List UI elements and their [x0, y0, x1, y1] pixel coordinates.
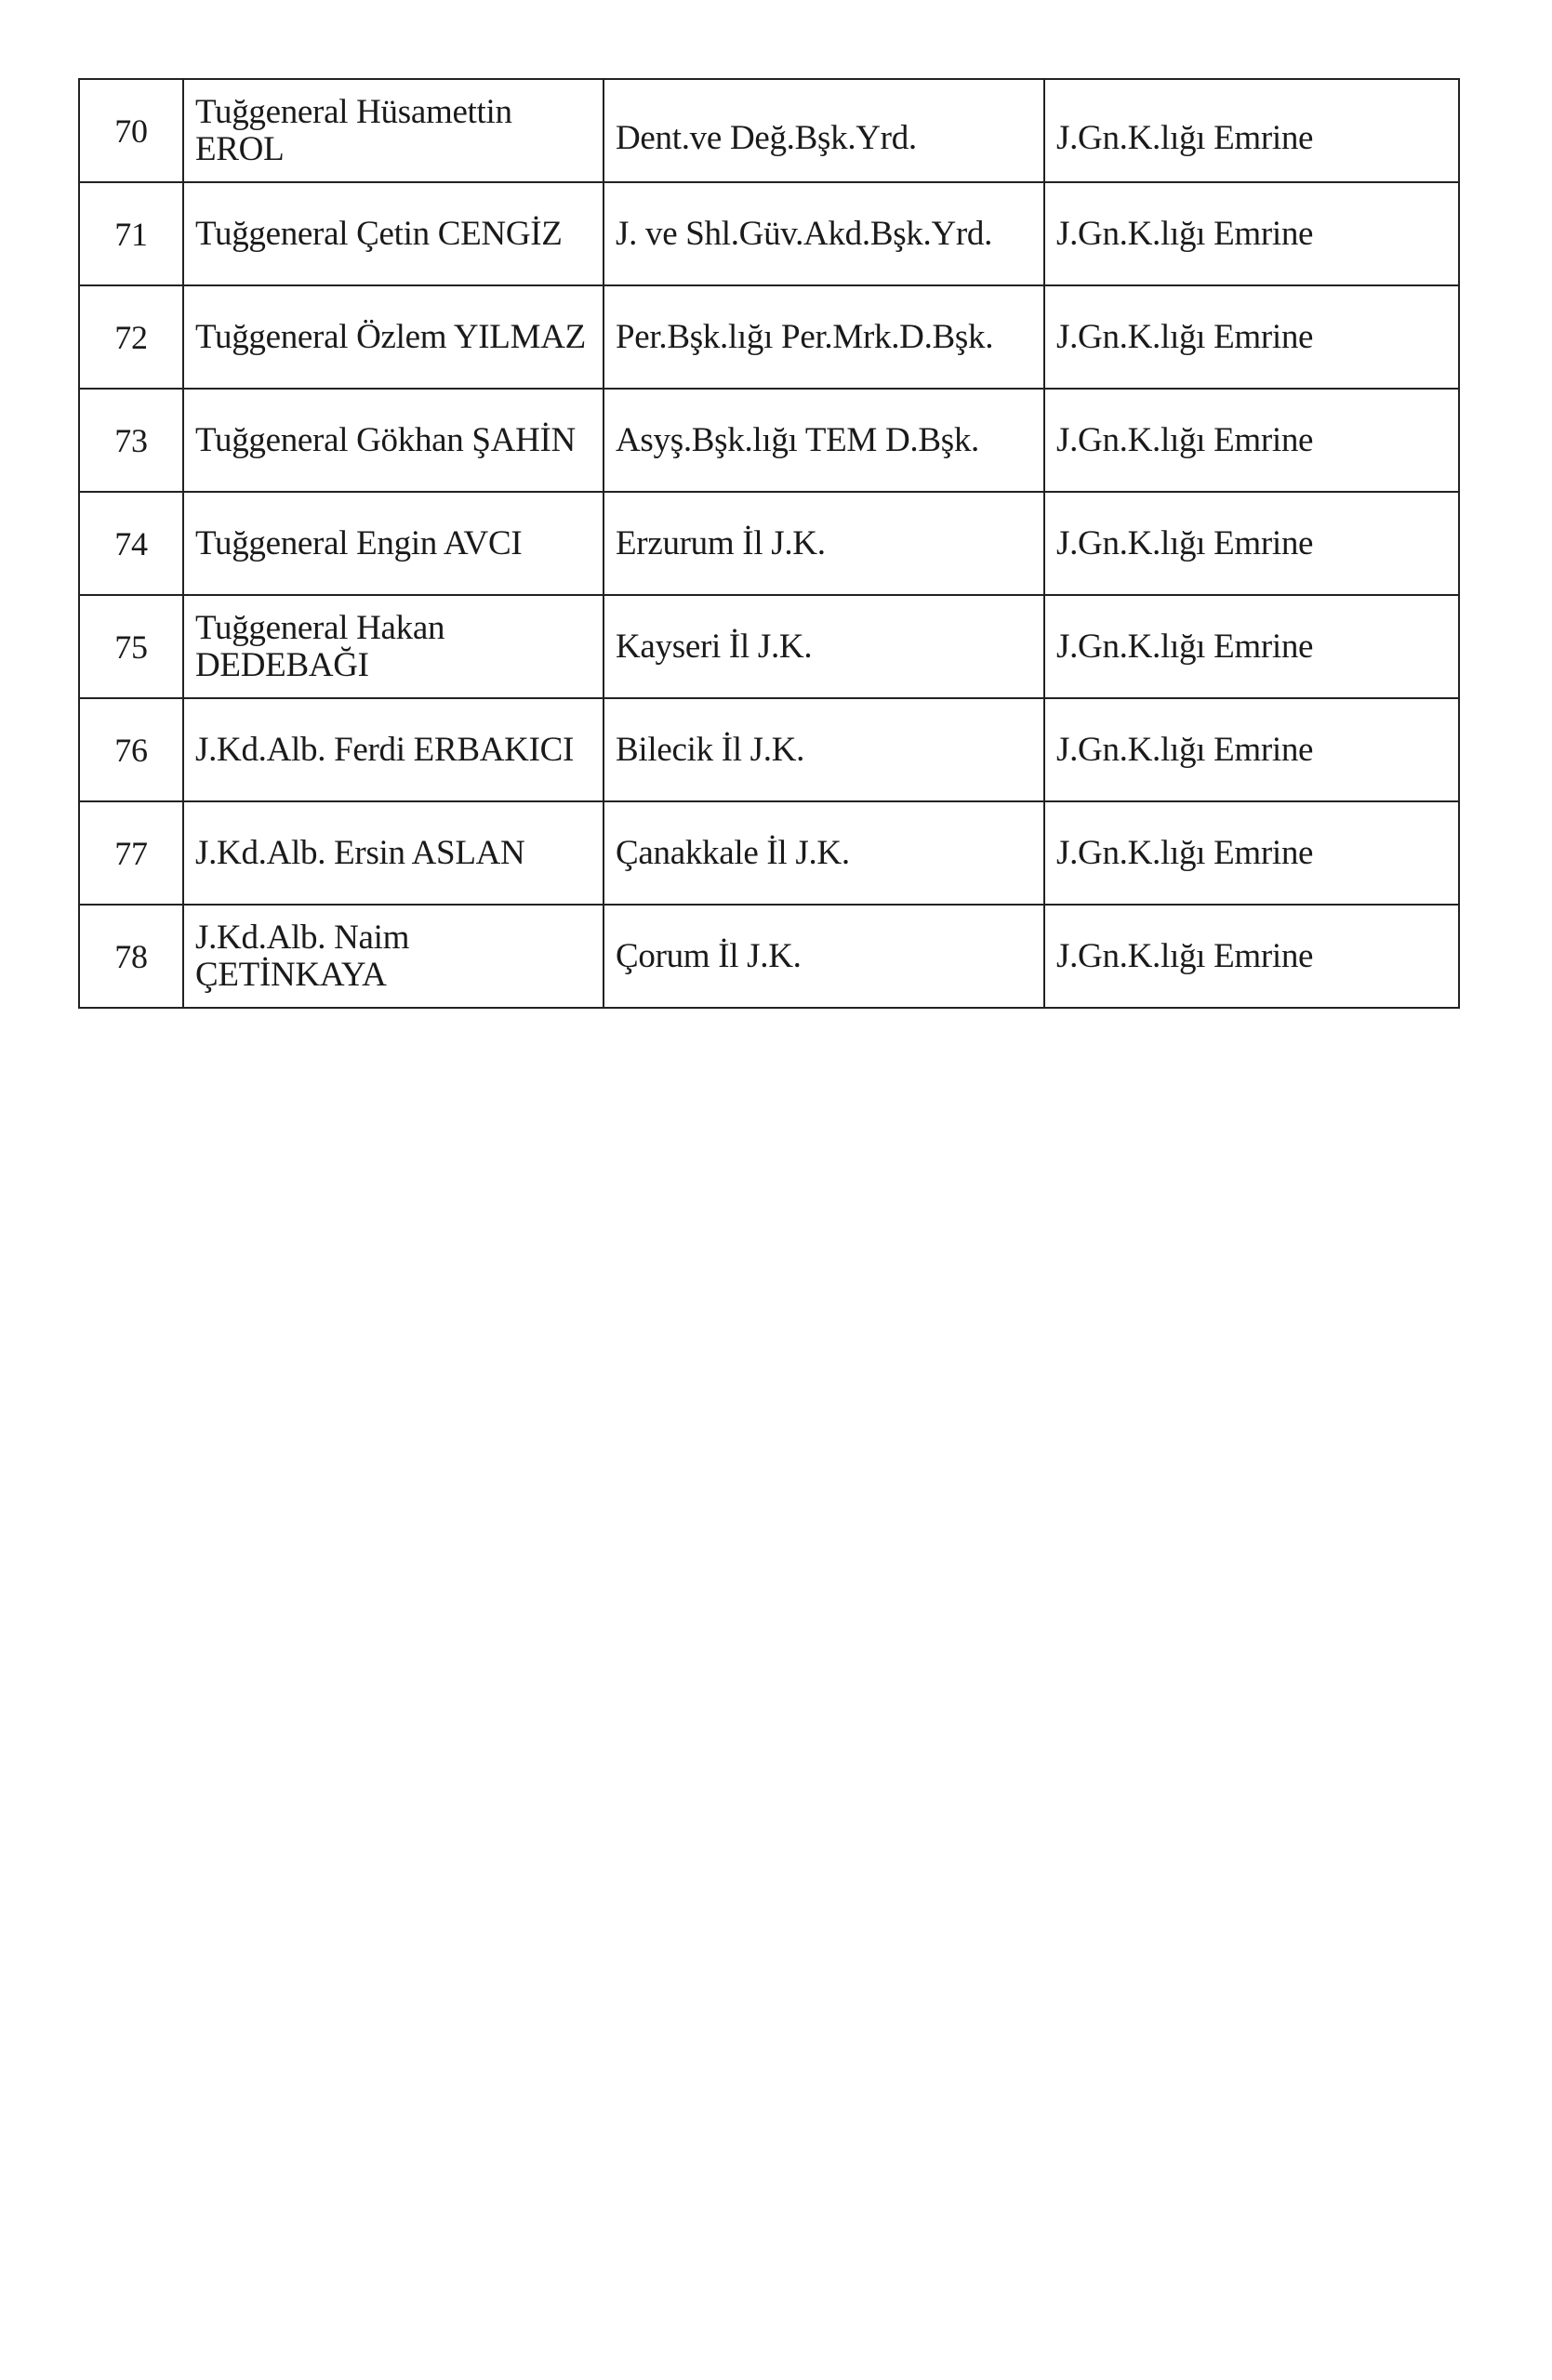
person-name: Tuğgeneral Hüsamettin EROL: [183, 79, 604, 182]
current-unit: Per.Bşk.lığı Per.Mrk.D.Bşk.: [604, 285, 1044, 389]
assignment-destination: J.Gn.K.lığı Emrine: [1044, 79, 1459, 182]
table-row: [79, 79, 1459, 182]
current-unit: Bilecik İl J.K.: [604, 698, 1044, 801]
assignment-table: [78, 78, 1460, 1009]
current-unit: Kayseri İl J.K.: [604, 595, 1044, 698]
table-row: [79, 595, 1459, 698]
row-number: 71: [79, 182, 183, 285]
assignment-destination: J.Gn.K.lığı Emrine: [1044, 389, 1459, 492]
table-row: [79, 905, 1459, 1008]
person-name: Tuğgeneral Özlem YILMAZ: [183, 285, 604, 389]
assignment-destination: J.Gn.K.lığı Emrine: [1044, 905, 1459, 1008]
row-number: 77: [79, 801, 183, 905]
row-number: 78: [79, 905, 183, 1008]
person-name: J.Kd.Alb. Naim ÇETİNKAYA: [183, 905, 604, 1008]
assignment-destination: J.Gn.K.lığı Emrine: [1044, 492, 1459, 595]
person-name: Tuğgeneral Hakan DEDEBAĞI: [183, 595, 604, 698]
assignment-destination: J.Gn.K.lığı Emrine: [1044, 285, 1459, 389]
current-unit: Erzurum İl J.K.: [604, 492, 1044, 595]
assignment-destination: J.Gn.K.lığı Emrine: [1044, 801, 1459, 905]
table-row: [79, 698, 1459, 801]
person-name: J.Kd.Alb. Ersin ASLAN: [183, 801, 604, 905]
row-number: 70: [79, 79, 183, 182]
current-unit: J. ve Shl.Güv.Akd.Bşk.Yrd.: [604, 182, 1044, 285]
assignment-destination: J.Gn.K.lığı Emrine: [1044, 698, 1459, 801]
current-unit: Dent.ve Değ.Bşk.Yrd.: [604, 79, 1044, 182]
table-row: [79, 492, 1459, 595]
person-name: Tuğgeneral Gökhan ŞAHİN: [183, 389, 604, 492]
assignment-destination: J.Gn.K.lığı Emrine: [1044, 595, 1459, 698]
assignment-destination: J.Gn.K.lığı Emrine: [1044, 182, 1459, 285]
table-row: [79, 801, 1459, 905]
person-name: J.Kd.Alb. Ferdi ERBAKICI: [183, 698, 604, 801]
table-row: [79, 182, 1459, 285]
row-number: 75: [79, 595, 183, 698]
row-number: 74: [79, 492, 183, 595]
row-number: 73: [79, 389, 183, 492]
table-row: [79, 389, 1459, 492]
current-unit: Çorum İl J.K.: [604, 905, 1044, 1008]
person-name: Tuğgeneral Çetin CENGİZ: [183, 182, 604, 285]
current-unit: Asyş.Bşk.lığı TEM D.Bşk.: [604, 389, 1044, 492]
person-name: Tuğgeneral Engin AVCI: [183, 492, 604, 595]
row-number: 76: [79, 698, 183, 801]
table-row: [79, 285, 1459, 389]
row-number: 72: [79, 285, 183, 389]
current-unit: Çanakkale İl J.K.: [604, 801, 1044, 905]
